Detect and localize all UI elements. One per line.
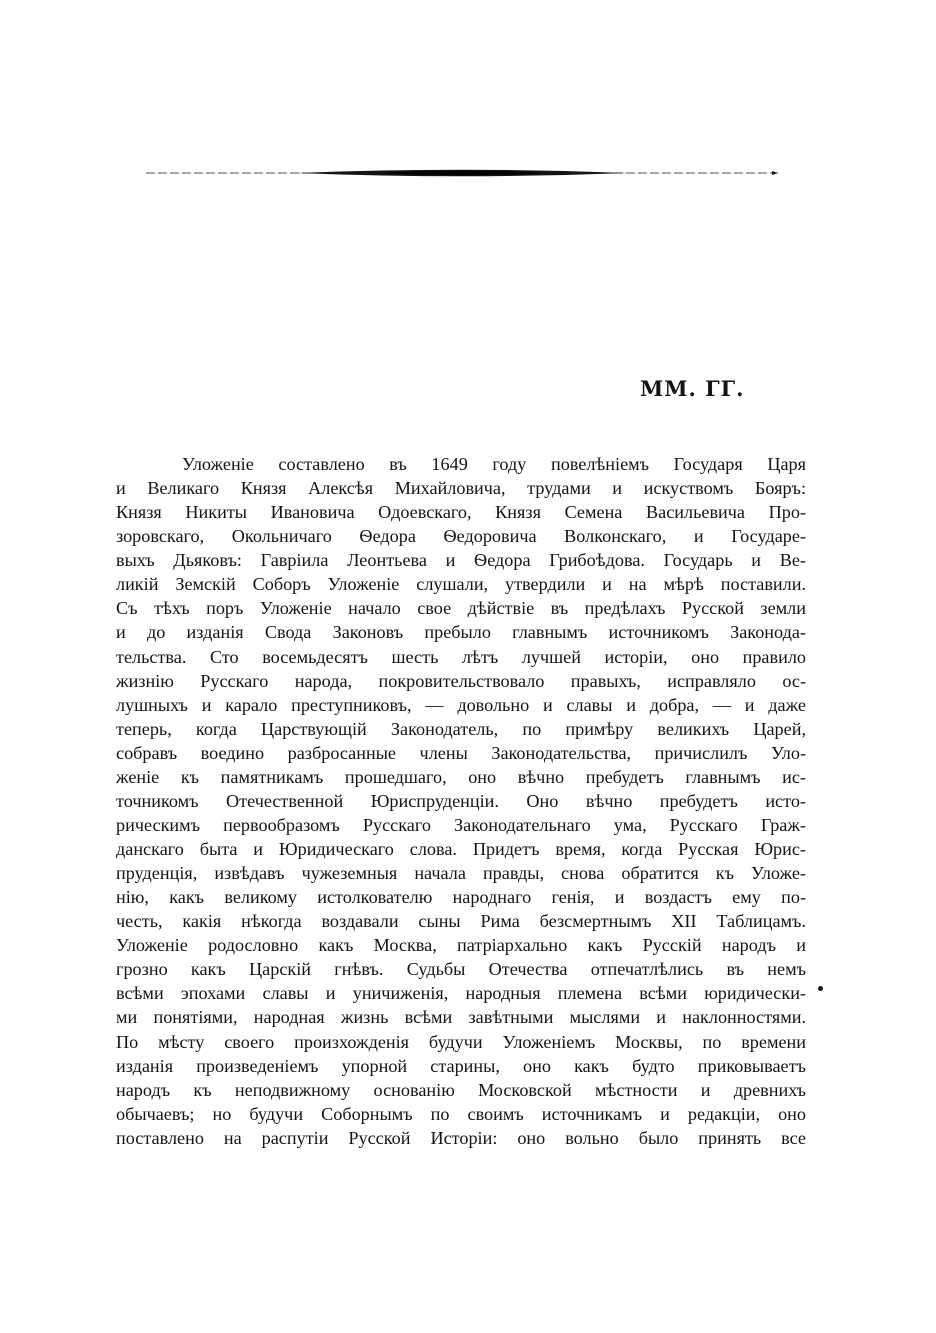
text-line: Князя Никиты Ивановича Одоевскаго, Князя Семена Васильевича Про- [116, 502, 806, 523]
text-line: По мѣсту своего произхожденія будучи Уложеніемъ Москвы, по времени [116, 1031, 806, 1052]
text-line: зоровскаго, Окольничаго Ѳедора Ѳедоровича Волконскаго, и Государе- [116, 526, 806, 547]
text-line: лушныхъ и карало преступниковъ, — довольно и славы и добра, — и даже [116, 694, 806, 715]
text-line: тельства. Сто восемьдесятъ шесть лѣтъ лучшей исторіи, оно правило [116, 646, 806, 667]
text-line: выхъ Дьяковъ: Гавріила Леонтьева и Ѳедора Грибоѣдова. Государь и Ве- [116, 550, 806, 571]
text-line: точникомъ Отечественной Юриспруденціи. Оно вѣчно пребудетъ исто- [116, 790, 806, 811]
text-line: и Великаго Князя Алексѣя Михайловича, трудами и искуствомъ Бояръ: [116, 478, 806, 499]
page-heading: ММ. ГГ. [640, 376, 745, 401]
text-line: ми понятіями, народная жизнь всѣми завѣтными мыслями и наклонностями. [116, 1007, 806, 1028]
text-line: нію, какъ великому истолкователю народнаго генія, и воздастъ ему по- [116, 887, 806, 908]
text-line: всѣми эпохами славы и уничиженія, народныя племена всѣми юридически- [116, 983, 806, 1004]
text-line: ликій Земскій Соборъ Уложеніе слушали, утвердили и на мѣрѣ поставили. [116, 574, 806, 595]
text-line: изданія произведеніемъ упорной старины, оно какъ будто приковываетъ [116, 1055, 806, 1076]
text-line: Уложеніе родословно какъ Москва, патріархально какъ Русскій народъ и [116, 935, 806, 956]
text-line: обычаевъ; но будучи Соборнымъ по своимъ источникамъ и редакціи, оно [116, 1103, 806, 1124]
text-line: и до изданія Свода Законовъ пребыло главнымъ источникомъ Законода- [116, 622, 806, 643]
body-text [116, 452, 806, 1150]
text-line: честь, какія нѣкогда воздавали сыны Рима безсмертнымъ XII Таблицамъ. [116, 911, 806, 932]
text-line: данскаго быта и Юридическаго слова. Придетъ время, когда Русская Юрис- [116, 839, 806, 859]
text-line: рическимъ первообразомъ Русскаго Законодательнаго ума, Русскаго Граж- [116, 814, 806, 835]
text-line: пруденція, извѣдавъ чужеземныя начала правды, снова обратится къ Уложе- [116, 863, 806, 884]
text-line: женіе къ памятникамъ прошедшаго, оно вѣчно пребудетъ главнымъ ис- [116, 766, 806, 787]
text-line: жизнію Русскаго народа, покровительствовало правыхъ, исправляло ос- [116, 670, 806, 691]
text-line: Уложеніе составлено въ 1649 году повелѣніемъ Государя Царя [182, 454, 806, 474]
text-line: народъ къ неподвижному основанію Московской мѣстности и древнихъ [116, 1079, 806, 1100]
header-rule [146, 166, 778, 180]
text-line: поставлено на распутіи Русской Исторіи: оно вольно было принять все [116, 1127, 806, 1148]
margin-mark [818, 986, 823, 991]
text-line: Съ тѣхъ поръ Уложеніе начало свое дѣйствіе въ предѣлахъ Русской земли [116, 598, 806, 619]
text-line: собравъ воедино разбросанные члены Законодательства, причислилъ Уло- [116, 742, 806, 763]
text-line: теперь, когда Царствующій Законодатель, по примѣру великихъ Царей, [116, 718, 806, 739]
text-line: грозно какъ Царскій гнѣвъ. Судьбы Отечества отпечатлѣлись въ немъ [116, 959, 806, 980]
